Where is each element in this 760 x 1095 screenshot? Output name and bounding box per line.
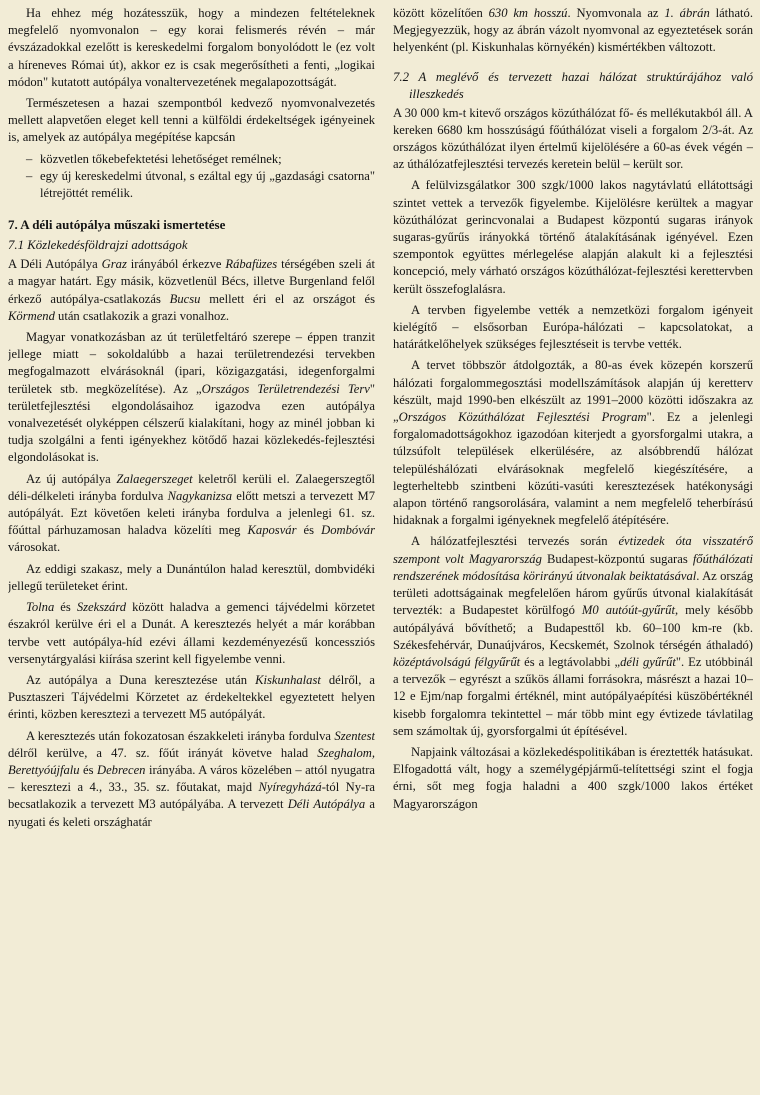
italic-text: Körmend [8,308,55,323]
paragraph [393,357,753,529]
paragraph [8,728,375,831]
paragraph [8,561,375,595]
paragraph [393,744,753,813]
text-run: -tól Ny-ra becsatlakozik a tervezett M3 autópályába. A tervezett [8,780,375,812]
italic-text: Debrecen [97,762,146,777]
text-run: , mely később autópályává bővíthető; a Budapesttől kb. 60–100 km-re (kb. Székesfehérvár, Dunaújváros, Kecskemét, Szolnok térségén áthaladó) [393,603,753,652]
text-run: között közelítően [393,6,489,20]
italic-text: Bucsu [169,291,201,306]
italic-text: Déli Autópálya [287,797,366,812]
italic-text: Tolna [26,600,55,615]
right-column [393,0,753,1095]
paragraph [8,599,375,668]
text-run: városokat. [8,540,61,555]
text-run: Az eddigi szakasz, mely a Dunántúlon halad keresztül, dombvidéki jellegű területeket érint. [8,561,375,593]
text-run: látható. Megjegyezzük, hogy az ábrán vázolt nyomvonal az egyeztetések során helyenként (pl. Kiskunhalas környékén) kismértékben változott. [393,6,753,55]
text-run: Az autópálya a Duna keresztezése után [26,672,256,687]
text-run: és a legtávolabbi „ [520,654,621,669]
text-run: A felülvizsgálatkor 300 szgk/1000 lakos nagytávlatú ellátottsági szintet vettek a tervezők figyelembe. Kijelölésre kerültek a magyar közúthálózat gerincvonalai a Budapest központú sugaras irányok sugaras-gyűrűs irányokká történő átalakításának igényével. Ezen szempontok együttes mérlegelése alapján alakult ki a fejlesztési koncepció, mely várható országos közúthálózat-fejlesztési kerettervben került összefoglalásra. [393,178,753,296]
italic-text: Országos Területrendezési Terv [201,381,370,396]
text-run: és [79,762,97,777]
left-column [8,0,375,1095]
text-run: A Déli Autópálya [8,257,102,272]
text-run: Az új autópálya [26,471,117,486]
text-run: Ha ehhez még hozátesszük, hogy a mindezen feltételeknek megfelelő nyomvonalon – egy korai felismerés révén – már évszázadokkal ezelőtt is kereskedelmi forgalom bonyolódott le (ez volt a híreneves Római út), akkor ez is csak megerősítheti a fenti, „logikai módon" kutatott autópálya vonaltervezetének megalapozottságát. [8,6,375,89]
list-item: – egy új kereskedelmi útvonal, s ezáltal egy új „gazdasági csatorna" létrejöttét remélik. [8,168,375,202]
italic-text: Szentest [334,728,375,743]
text-run: térségében szeli át a magyar határt. Egy másik, közvetlenül Bécs, illetve Burgenland felől érkező autópálya-csatlakozás [8,257,375,306]
text-run: A tervben figyelembe vették a nemzetközi forgalom igényeit kielégítő – elsősorban Európa-hálózati – kapcsolatokat, a határátkelőhelyek szükséges fejlesztéseit is tervbe vették. [393,302,753,352]
paragraph [393,533,753,739]
text-run: előtt metszi a tervezett M7 autópályát. Ezt követően keleti irányba fordulva a jelenlegi 61. sz. főúttal párhuzamosan haladva közelíti meg [8,488,375,538]
italic-text: 630 km hosszú [488,6,568,20]
italic-text: Kaposvár [247,523,297,538]
text-run: Napjaink változásai a közlekedéspolitikában is éreztették hatásukat. Elfogadottá vált, hogy a személygépjármű-telítettségi szint el fogja érni, sőt meg fogja haladni a 400 szgk/1000 lakos értéket Magyarországon [393,744,753,811]
text-run: irányába. A város közelében – attól nyugatra – keresztezi a 4., 33., 35. sz. főutakat, majd [8,762,375,795]
paragraph [8,471,375,557]
subsection-heading: 7.1 Közlekedésföldrajzi adottságok [8,238,188,253]
dash-list [8,151,375,203]
text-run: . Az ország területi adottságainak megfelelően három gyűrűs útvonal kialakítását tervezték: a Budapestet körülfogó [393,568,753,618]
text-run: délről kerülve, a 47. sz. főút irányát követve halad [8,745,318,760]
italic-text: főúthálózati rendszerének módosítása körirányú útvonalak beiktatásával [393,551,753,583]
italic-text: Szekszárd [76,600,127,615]
italic-text: Zalaegerszeget [116,471,193,486]
italic-text: Kiskunhalast [255,672,321,687]
text-run: és [54,600,77,615]
text-run: irányából érkezve [126,257,226,272]
italic-text: évtizedek óta visszatérő szempont volt Magyarország [393,534,753,566]
italic-text: Graz [101,257,127,272]
paragraph [393,105,753,174]
section-heading: 7. A déli autópálya műszaki ismertetése [8,217,226,233]
text-run: Magyar vonatkozásban az út területfeltáró szerepe – éppen tranzit jellege miatt – sokoldalúbb a hazai területrendezési tervekben megfogalmazott elvárásoknál (ipari, közigazgatási, idegenforgalmi területek stb. megközelítése). Az „ [8,330,375,396]
paragraph [8,5,375,91]
text-run: A tervet többször átdolgozták, a 80-as évek közepén korszerű hálózati forgalommegosztási modellszámítások alapján új keretterv készült, majd 1990-ben elkészült az 1991–2000 közötti időszakra az „ [393,358,753,425]
text-run: ". Ez utóbbinál a tervezők – egyrészt a szűkös állami forrásokra, másrészt a hazai 10–12 e Ejm/nap forgalmi értéknél, mint autópályaépítési küszöbértéknél kisebb forgalomra tekintettel – már több mint egy évtizede távlatilag sem számoltak új, gyorsforgalmi út építésével. [393,654,753,738]
italic-text: Dombóvár [321,523,375,538]
text-run: A keresztezés után fokozatosan északkeleti irányba fordulva [26,728,335,743]
italic-text: Nyíregyházá [258,780,322,795]
paragraph [393,177,753,297]
list-item: – közvetlen tőkebefektetési lehetőséget remélnek; [8,151,375,168]
italic-text: Szeghalom, Berettyóújfalu [8,745,375,777]
italic-text: Rábafüzes [225,257,278,272]
italic-text: középtávolságú félgyűrűt [393,654,521,669]
text-run: délről, a Pusztaszeri Tájvédelmi Körzetet az érdekeltekkel egyeztetett helyen érinti, közben keresztezi a tervezett M5 autópályát. [8,672,375,722]
text-run: Budapest-központú sugaras [541,551,693,566]
text-run: a nyugati és keleti országhatár [8,797,375,829]
subsection-heading: 7.2 A meglévő és tervezett hazai hálózat struktúrájához való illeszkedés [393,69,753,101]
text-run: után csatlakozik a grazi vonalhoz. [54,308,230,323]
text-run: " területfejlesztési elgondolásaihoz igazodva ezen autópálya vonalvezetését olyképpen célszerű kialakítani, hogy az minél jobban ki tudja szolgálni a fenti igényekhez kötődő hazai közlekedés-fejlesztési elgondolásokat is. [8,381,375,465]
italic-text: déli gyűrűt [620,654,676,669]
paragraph [393,5,753,57]
paragraph [8,329,375,467]
paragraph [393,302,753,354]
text-run: . Nyomvonala az [567,6,665,20]
text-run: Természetesen a hazai szempontból kedvező nyomvonalvezetés mellett alapvetően eleget kell tenni a külföldi érdekeltségek igényeinek is, amelyek az autópálya megépítése kapcsán [8,96,375,145]
text-run: keletről kerüli el. Zalaegerszegtől déli-délkeleti irányba fordulva [8,471,375,503]
text-run: és [296,523,322,538]
italic-text: Nagykanizsa [167,488,233,503]
paragraph [8,256,375,325]
text-run: A 30 000 km-t kitevő országos közúthálózat fő- és mellékutakból áll. A kereken 6680 km hosszúságú főúthálózat viseli a forgalom 2/3-át. Az országos közúthálózat ilyen értelmű kijelölésére a 60-as évek végén – az úthálózatfejlesztési tervezés keretein belül – került sor. [393,105,753,172]
text-run: között haladva a gemenci tájvédelmi körzetet északról kerülve éri el a Dunát. A keresztezés helyét a már korábban tervbe vett autópálya-híd ezévi állami kezdeményezésű koncessziós versenytárgyalási kiírása szerint kell figyelembe venni. [8,600,375,666]
text-run: ". Ez a jelenlegi forgalomadottságokhoz igazodóan kiterjedt a gyorsforgalmi utakra, a túlzsúfolt települések elkerülésére, az alsóbbrendű hálózat településhálózati elvárásoknak megfelelő kiegészítésére, a legterheltebb szintbeni közúti-vasúti keresztezések hatékonysági alapon történő rangsorolására, valamint a nem megfelelő teherbírású hidaknak a forgalmi igényeknek megfelelő átépítésére. [393,410,753,528]
italic-text: M0 autóút-gyűrűt [581,603,675,618]
paragraph [8,672,375,724]
italic-text: 1. ábrán [664,6,710,20]
paragraph [8,95,375,147]
text-run: A hálózatfejlesztési tervezés során [411,534,619,549]
italic-text: Országos Közúthálózat Fejlesztési Program [398,410,647,425]
text-run: mellett éri el az országot és [200,291,375,306]
